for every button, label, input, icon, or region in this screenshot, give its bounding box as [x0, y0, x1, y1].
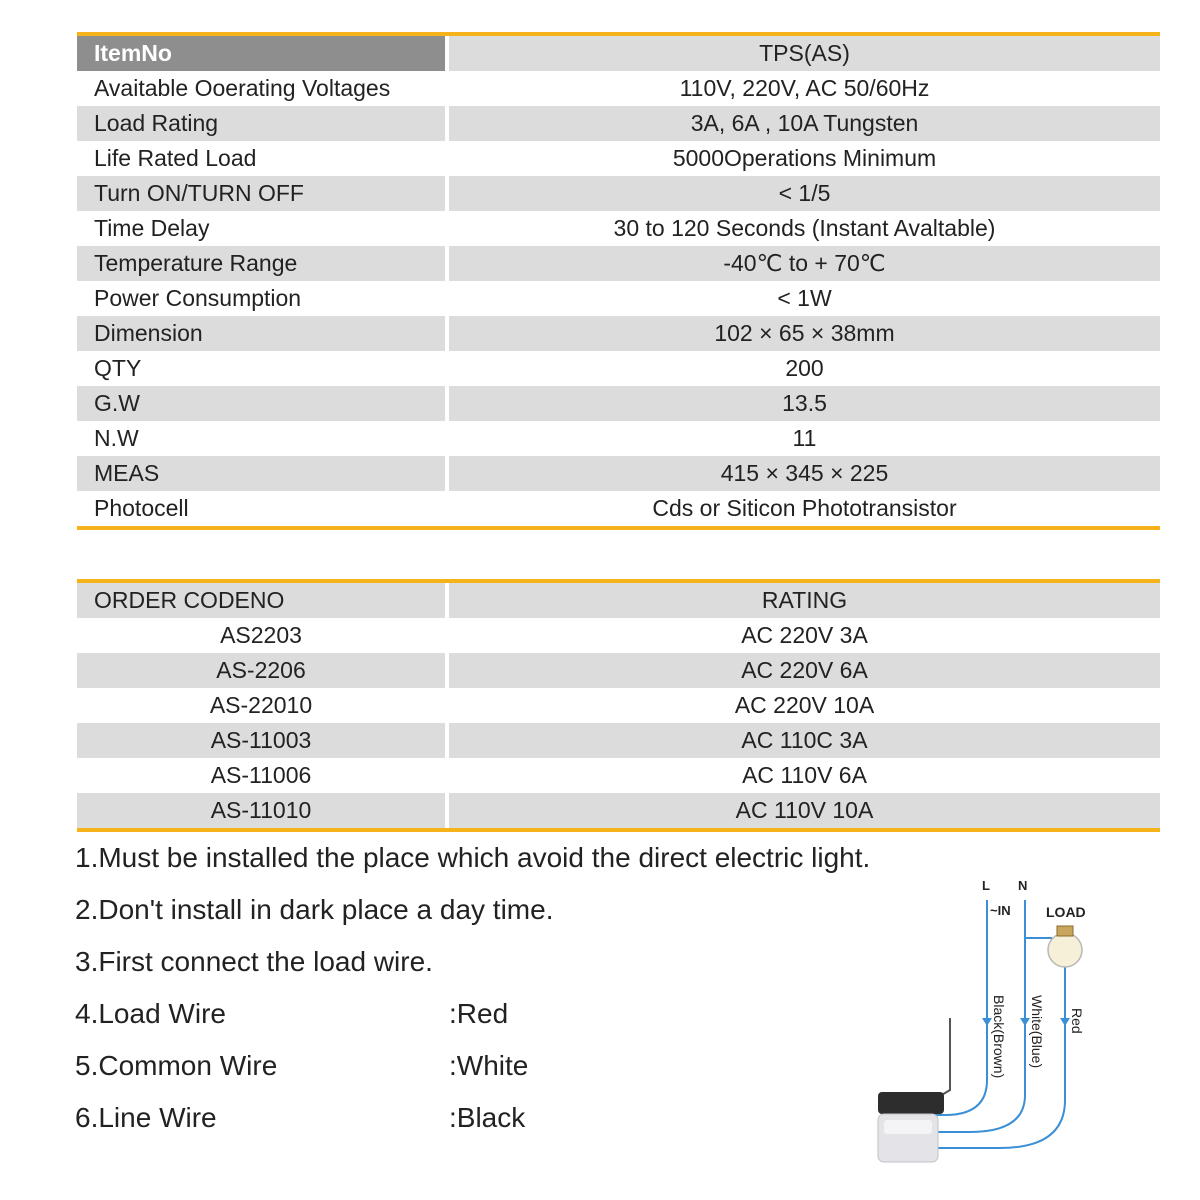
spec-table-header — [77, 36, 1160, 71]
spec-label: Load Rating — [77, 106, 445, 141]
spec-label: Dimension — [77, 316, 445, 351]
spec-row — [77, 316, 1160, 351]
label-red-wire: Red — [1069, 1008, 1085, 1034]
spec-value: < 1/5 — [449, 176, 1160, 211]
note-value: :Red — [449, 998, 509, 1029]
note-1 — [75, 842, 870, 882]
spec-label: MEAS — [77, 456, 445, 491]
spec-row — [77, 421, 1160, 456]
note-5 — [75, 1050, 529, 1090]
spec-label: Time Delay — [94, 215, 210, 241]
note-6 — [75, 1102, 526, 1142]
spec-value: 102 × 65 × 38mm — [449, 316, 1160, 351]
spec-row — [77, 106, 1160, 141]
spec-row — [77, 386, 1160, 421]
order-code: AS-11003 — [77, 723, 445, 758]
spec-label: N.W — [94, 425, 139, 451]
wire-line-black — [920, 900, 987, 1115]
order-header-code: ORDER CODENO — [77, 583, 445, 618]
spec-value: 11 — [792, 425, 817, 451]
order-rating: AC 110V 6A — [742, 762, 867, 788]
note-2 — [75, 894, 553, 934]
order-row — [77, 758, 1160, 793]
spec-label: Photocell — [94, 495, 189, 521]
spec-row — [77, 141, 1160, 176]
spec-table-bottom-rule — [77, 526, 1160, 530]
label-black-wire: Black(Brown) — [991, 995, 1007, 1079]
spec-label: Life Rated Load — [94, 145, 257, 171]
order-code: AS-11006 — [210, 762, 312, 788]
spec-row — [77, 456, 1160, 491]
order-code: AS-11010 — [77, 793, 445, 828]
order-code: AS-2206 — [77, 653, 445, 688]
order-rating: AC 220V 10A — [734, 692, 875, 718]
spec-value: 13.5 — [449, 386, 1160, 421]
label-l: L — [982, 878, 990, 893]
note-text: 1.Must be installed the place which avoid the direct electric light. — [75, 842, 871, 873]
spec-label: QTY — [94, 355, 142, 381]
spec-row — [77, 176, 1160, 211]
spec-row — [77, 491, 1160, 526]
order-rating: AC 110V 10A — [449, 793, 1160, 828]
spec-label: Power Consumption — [94, 285, 302, 311]
order-rating: AC 220V 6A — [449, 653, 1160, 688]
order-code: AS-22010 — [209, 692, 313, 718]
order-header-rating: RATING — [449, 583, 1160, 618]
spec-value: 30 to 120 Seconds (Instant Avaltable) — [613, 215, 996, 241]
spec-value: 5000Operations Minimum — [672, 145, 937, 171]
spec-label: Turn ON/TURN OFF — [77, 176, 445, 211]
order-row — [77, 793, 1160, 828]
order-row — [77, 653, 1160, 688]
spec-value: 200 — [785, 355, 824, 381]
spec-row — [77, 281, 1160, 316]
note-text: 6.Line Wire — [75, 1102, 217, 1133]
spec-label: Avaitable Ooerating Voltages — [94, 75, 391, 101]
photocell-icon — [878, 1018, 950, 1162]
spec-value: -40℃ to + 70℃ — [449, 246, 1160, 281]
order-rating: AC 110C 3A — [449, 723, 1160, 758]
spec-table — [77, 32, 1160, 530]
note-text: 4.Load Wire — [75, 998, 226, 1029]
spec-value: < 1W — [777, 285, 832, 311]
bulb-icon — [1048, 926, 1082, 967]
note-value: :Black — [449, 1102, 526, 1133]
spec-value: 110V, 220V, AC 50/60Hz — [679, 75, 930, 101]
spec-value: Cds or Siticon Phototransistor — [652, 495, 957, 521]
order-table-bottom-rule — [77, 828, 1160, 832]
order-table-header — [77, 583, 1160, 618]
note-text: 2.Don't install in dark place a day time. — [75, 894, 554, 925]
note-4 — [75, 998, 509, 1038]
spec-row — [77, 71, 1160, 106]
note-text: 5.Common Wire — [75, 1050, 278, 1081]
label-n: N — [1018, 878, 1028, 893]
spec-value: 415 × 345 × 225 — [449, 456, 1160, 491]
spec-label: Temperature Range — [77, 246, 445, 281]
order-code: AS2203 — [220, 622, 302, 648]
note-3 — [75, 946, 433, 986]
spec-value: 3A, 6A , 10A Tungsten — [449, 106, 1160, 141]
spec-row — [77, 351, 1160, 386]
spec-header-label: ItemNo — [77, 36, 445, 71]
label-white-wire: White(Blue) — [1029, 995, 1045, 1069]
spec-row — [77, 211, 1160, 246]
label-load: LOAD — [1046, 904, 1086, 920]
order-row — [77, 618, 1160, 653]
order-row — [77, 688, 1160, 723]
wiring-diagram — [860, 870, 1090, 1170]
spec-header-value: TPS(AS) — [449, 36, 1160, 71]
spec-row — [77, 246, 1160, 281]
order-table — [77, 579, 1160, 832]
note-value: :White — [449, 1050, 529, 1081]
order-row — [77, 723, 1160, 758]
spec-label: G.W — [77, 386, 445, 421]
note-text: 3.First connect the load wire. — [75, 946, 433, 977]
order-rating: AC 220V 3A — [741, 622, 868, 648]
label-in: ~IN — [990, 903, 1011, 918]
